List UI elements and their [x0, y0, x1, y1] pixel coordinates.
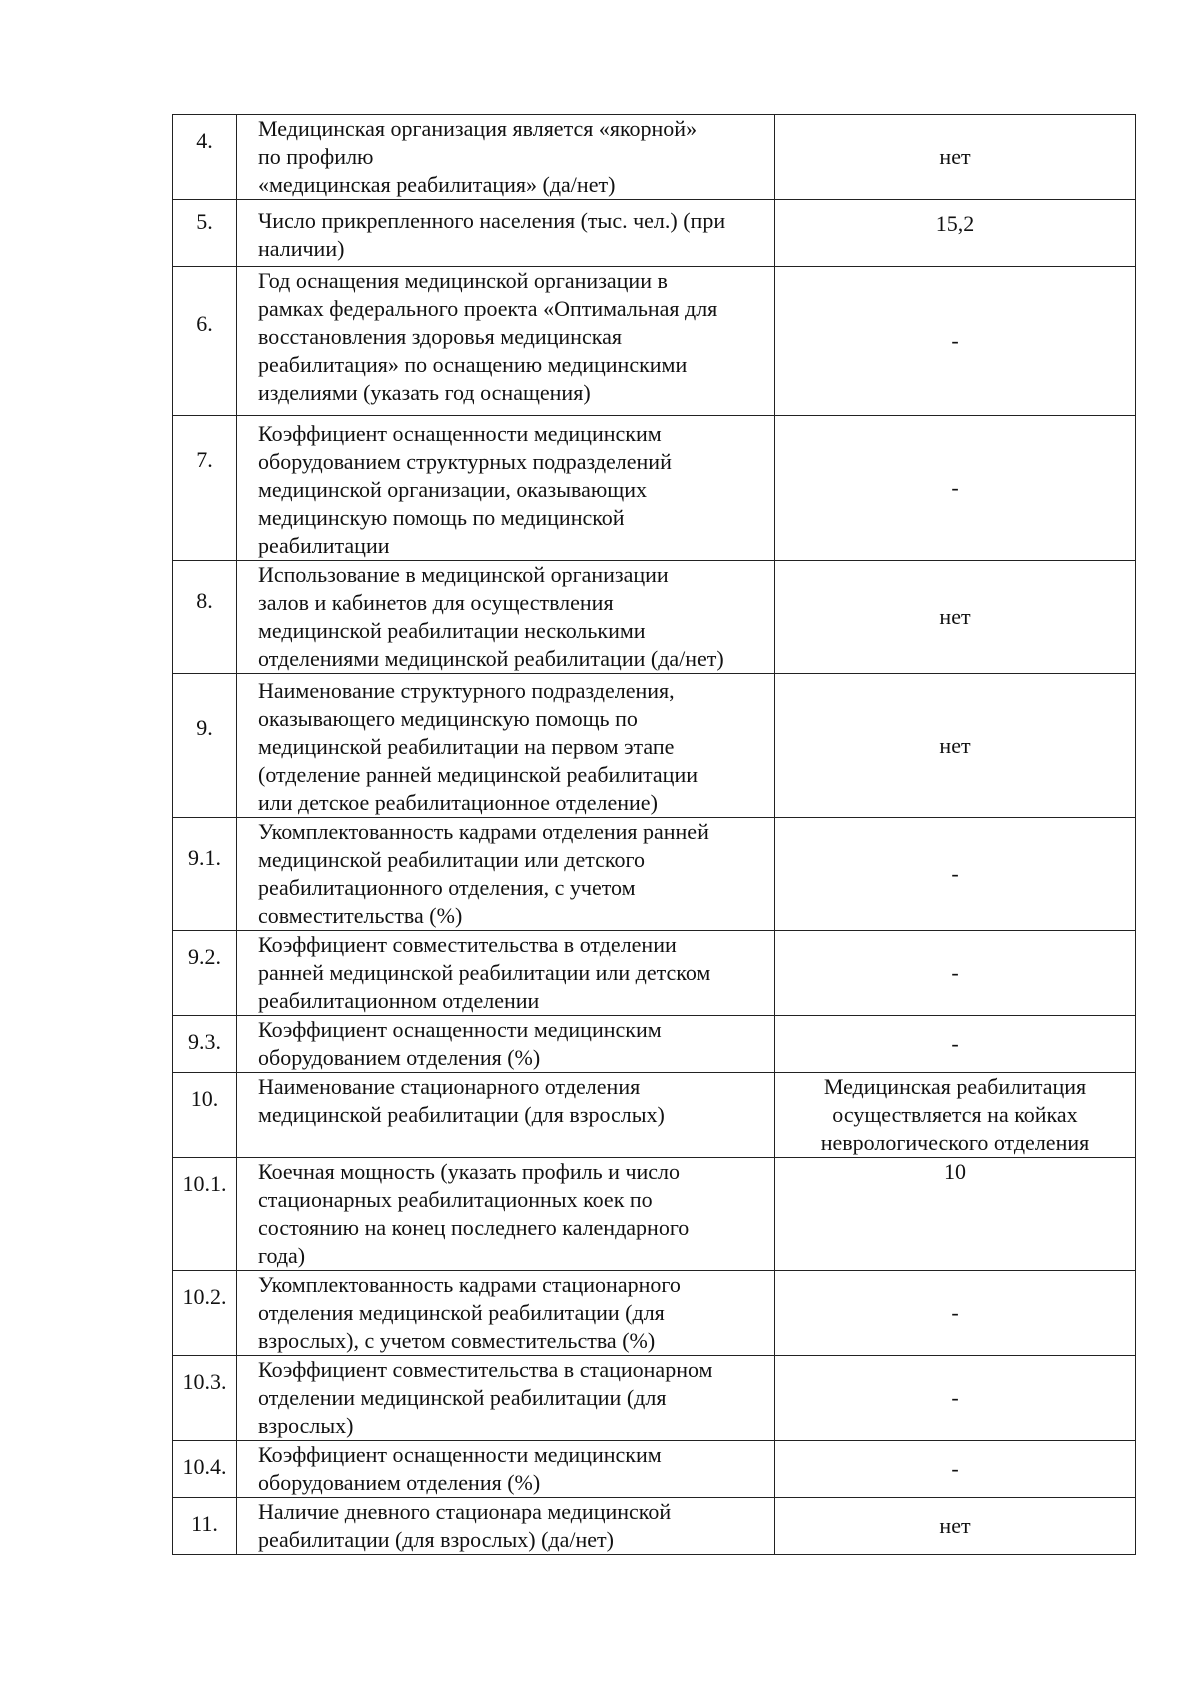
- table-row: [173, 674, 1136, 818]
- row-value-cell: [775, 1073, 1136, 1158]
- row-description: Укомплектованность кадрами отделения ранней медицинской реабилитации или детского реабилитационного отделения, с учетом совместительства (%): [258, 819, 709, 928]
- row-description: Коечная мощность (указать профиль и число стационарных реабилитационных коек по состоянию на конец последнего календарного года): [258, 1159, 690, 1268]
- row-number-cell: [173, 115, 237, 200]
- table-row: [173, 1441, 1136, 1498]
- row-number-cell: [173, 267, 237, 416]
- row-description: Год оснащения медицинской организации в рамках федерального проекта «Оптимальная для восстановления здоровья медицинская реабилитация» по оснащению медицинскими изделиями (указать год оснащения): [258, 268, 718, 405]
- row-value: 10: [944, 1159, 966, 1184]
- row-description-cell: [237, 1271, 775, 1356]
- table-row: [173, 1016, 1136, 1073]
- table-row: [173, 1271, 1136, 1356]
- row-description: Использование в медицинской организации залов и кабинетов для осуществления медицинской реабилитации несколькими отделениями медицинской реабилитации (да/нет): [258, 562, 724, 671]
- row-value: -: [951, 1385, 959, 1410]
- row-description: Число прикрепленного населения (тыс. чел.) (при наличии): [258, 208, 726, 261]
- row-number: 10.4.: [182, 1454, 227, 1479]
- row-description-cell: [237, 1498, 775, 1555]
- table-row: [173, 200, 1136, 267]
- row-description-cell: [237, 115, 775, 200]
- row-value-cell: [775, 200, 1136, 267]
- row-description: Коэффициент совместительства в отделении ранней медицинской реабилитации или детском реабилитационном отделении: [258, 932, 711, 1013]
- row-value: нет: [939, 604, 971, 629]
- row-number: 5.: [196, 209, 213, 234]
- row-value: нет: [939, 732, 971, 758]
- row-number-cell: [173, 416, 237, 561]
- row-number-cell: [173, 1158, 237, 1271]
- row-value-cell: [775, 674, 1136, 818]
- row-description-cell: [237, 931, 775, 1016]
- row-value: -: [951, 1031, 959, 1056]
- row-description-cell: [237, 818, 775, 931]
- row-number: 11.: [191, 1511, 218, 1536]
- row-value: -: [951, 861, 959, 886]
- row-value: -: [951, 328, 959, 353]
- row-description-cell: [237, 674, 775, 818]
- row-description: Коэффициент оснащенности медицинским оборудованием отделения (%): [258, 1442, 662, 1495]
- row-value: нет: [939, 144, 971, 169]
- row-description: Медицинская организация является «якорной» по профилю «медицинская реабилитация» (да/нет): [258, 116, 698, 197]
- row-value: -: [951, 475, 959, 500]
- row-number-cell: [173, 1498, 237, 1555]
- row-description: Наименование стационарного отделения медицинской реабилитации (для взрослых): [258, 1074, 665, 1127]
- row-description-cell: [237, 1356, 775, 1441]
- row-description: Коэффициент оснащенности медицинским оборудованием структурных подразделений медицинской организации, оказывающих медицинскую помощь по медицинской реабилитации: [258, 421, 672, 558]
- row-value-cell: [775, 931, 1136, 1016]
- row-number-cell: [173, 1356, 237, 1441]
- row-number-cell: [173, 674, 237, 818]
- row-number: 10.2.: [182, 1284, 227, 1309]
- row-value-cell: [775, 416, 1136, 561]
- row-number-cell: [173, 1441, 237, 1498]
- row-number-cell: [173, 1016, 237, 1073]
- row-number: 10.: [190, 1086, 219, 1111]
- table-row: [173, 1356, 1136, 1441]
- row-value: -: [951, 960, 959, 985]
- row-value-cell: [775, 1498, 1136, 1555]
- row-value-cell: [775, 115, 1136, 200]
- row-description: Наименование структурного подразделения, оказывающего медицинскую помощь по медицинской реабилитации на первом этапе (отделение ранней медицинской реабилитации или детское реабилитационное отделение): [258, 678, 698, 815]
- row-value-cell: [775, 1271, 1136, 1356]
- row-number-cell: [173, 1073, 237, 1158]
- table-row: [173, 115, 1136, 200]
- row-value: -: [951, 1300, 959, 1325]
- row-number: 7.: [196, 447, 213, 472]
- row-number: 9.3.: [188, 1029, 221, 1054]
- table-row: [173, 561, 1136, 674]
- row-number: 8.: [196, 588, 213, 613]
- row-value-cell: [775, 1016, 1136, 1073]
- row-description: Наличие дневного стационара медицинской реабилитации (для взрослых) (да/нет): [258, 1499, 672, 1552]
- row-value-cell: [775, 1158, 1136, 1271]
- table-row: [173, 1073, 1136, 1158]
- row-description: Коэффициент оснащенности медицинским оборудованием отделения (%): [258, 1017, 662, 1070]
- row-description-cell: [237, 1158, 775, 1271]
- row-number-cell: [173, 818, 237, 931]
- row-number: 10.1.: [182, 1171, 227, 1196]
- row-value-cell: [775, 1356, 1136, 1441]
- row-value: -: [951, 1456, 959, 1481]
- row-description-cell: [237, 200, 775, 267]
- row-number-cell: [173, 200, 237, 267]
- row-value-cell: [775, 561, 1136, 674]
- row-number: 9.: [196, 715, 213, 740]
- row-description: Укомплектованность кадрами стационарного отделения медицинской реабилитации (для взрослых), с учетом совместительства (%): [258, 1272, 681, 1353]
- table-row: [173, 1158, 1136, 1271]
- row-number: 9.1.: [188, 845, 221, 870]
- row-value: Медицинская реабилитация осуществляется на койках неврологического отделения: [820, 1074, 1090, 1155]
- row-number-cell: [173, 561, 237, 674]
- table-row: [173, 818, 1136, 931]
- row-description-cell: [237, 1441, 775, 1498]
- table-row: [173, 416, 1136, 561]
- row-description-cell: [237, 561, 775, 674]
- row-description: Коэффициент совместительства в стационарном отделении медицинской реабилитации (для взрослых): [258, 1357, 713, 1438]
- row-description-cell: [237, 267, 775, 416]
- row-value: 15,2: [935, 211, 975, 236]
- row-value-cell: [775, 267, 1136, 416]
- table-row: [173, 931, 1136, 1016]
- row-number: 9.2.: [188, 944, 221, 969]
- row-number: 4.: [196, 128, 213, 153]
- row-description-cell: [237, 1073, 775, 1158]
- row-number: 6.: [196, 311, 213, 336]
- row-number-cell: [173, 1271, 237, 1356]
- row-description-cell: [237, 1016, 775, 1073]
- table-row: [173, 267, 1136, 416]
- indicators-table: [172, 114, 1136, 1555]
- row-number: 10.3.: [182, 1369, 227, 1394]
- row-value-cell: [775, 1441, 1136, 1498]
- row-value-cell: [775, 818, 1136, 931]
- row-description-cell: [237, 416, 775, 561]
- table-row: [173, 1498, 1136, 1555]
- row-value: нет: [939, 1513, 971, 1538]
- row-number-cell: [173, 931, 237, 1016]
